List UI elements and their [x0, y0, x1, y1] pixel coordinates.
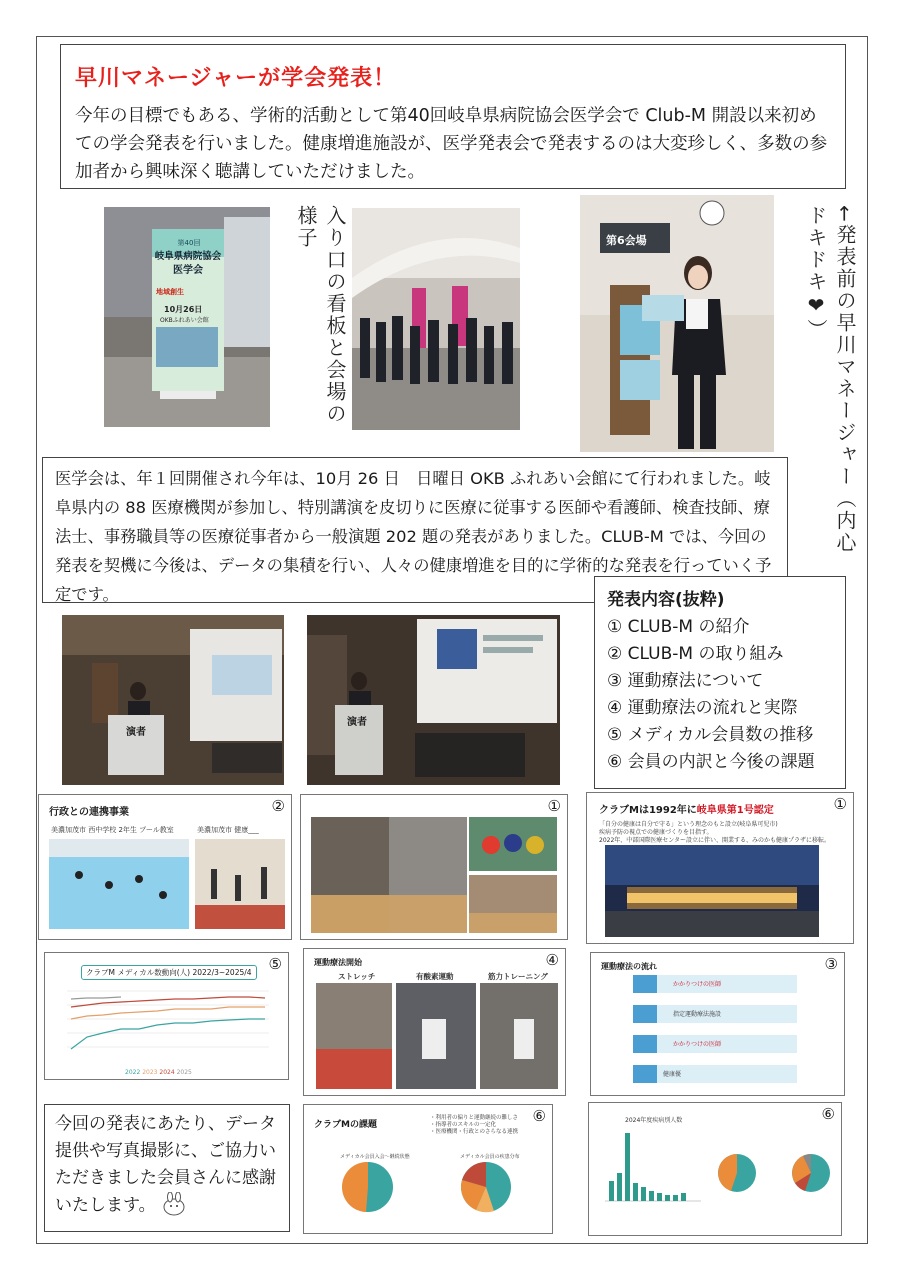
exercise-label: 筋力トレーニング: [488, 972, 548, 981]
slide-membership-growth: [44, 952, 289, 1080]
cert-body1: 「自分の健康は自分で守る」という理念のもと設立(岐阜県可児市): [599, 821, 778, 828]
outline-item: ⑥ 会員の内訳と今後の課題: [607, 752, 815, 772]
slide-issues: [303, 1104, 553, 1234]
thanks-box: [44, 1104, 290, 1232]
venue-scene: [352, 208, 520, 430]
cert-title-a: クラブMは1992年に: [599, 805, 697, 816]
cert-body3: 2022年、中部国際医療センター設立に伴い、開業する、みのかも健康プラザに移転。: [599, 837, 831, 844]
sign-date: 10月26日: [164, 305, 203, 314]
outline-item: ④ 運動療法の流れと実際: [607, 698, 798, 718]
sign-venue: OKBふれあい会館: [160, 317, 209, 324]
pie-age: [792, 1154, 830, 1192]
outline-item: ① CLUB-M の紹介: [607, 617, 750, 637]
caption-manager: ←発表前の早川マネージャー（内心ドキドキ❤）: [804, 205, 857, 554]
issue-bullet: ・指導者のスキルの一定化: [430, 1122, 496, 1128]
flow-diagram: [591, 953, 845, 1096]
growth-line-2023: [71, 1007, 265, 1019]
sign-theme: 地域創生: [156, 288, 184, 296]
slide-certification: [586, 792, 854, 944]
exercise-photos: [304, 949, 566, 1096]
growth-line-2022: [71, 1019, 265, 1049]
page-title: 早川マネージャーが学会発表！: [75, 66, 397, 91]
summary-text: 医学会は、年１回開催され今年は、10月 26 日 日曜日 OKB ふれあい会館にて行われました。岐阜県内の 88 医療機関が参加し、特別講演を皮切りに医療に従事する医師や看護師、検査技師、療法士、事務職員等の医療従事者から一般演題 202 題の発表がありました。CLUB-M では、今回の発表を契機に今後は、データの集積を行い、人々の健康増進を目的に学術的な発表を行っていく予定です。: [55, 469, 772, 604]
slide-number: ⑥: [532, 1107, 546, 1125]
slide-number: ⑥: [821, 1105, 835, 1123]
outline-item: ③ 運動療法について: [607, 671, 764, 691]
issue-bullet: ・医療機関・行政とのさらなる連携: [430, 1129, 519, 1135]
slide-number: ④: [545, 951, 559, 969]
flow-step: かかりつけの医師: [673, 1041, 722, 1048]
flow-step: 指定運動療法施設: [673, 1011, 722, 1018]
growth-legend: [125, 1069, 192, 1076]
outline-list: [607, 614, 833, 776]
slide-admin-partnership: [38, 794, 292, 940]
legend-2023: 2023: [142, 1069, 158, 1076]
issue-bullet: ・利用者の偏りと運動継続の難しさ: [430, 1115, 519, 1121]
pie1-label: メディカル会員入会～継続状態: [340, 1154, 410, 1160]
growth-chart: [45, 953, 289, 1080]
outline-title: 発表内容(抜粋): [607, 590, 725, 610]
sign-line2: 岐阜県病院協会: [154, 251, 222, 262]
header-box: [60, 44, 846, 189]
pie2-label: メディカル会員の疾患分布: [460, 1154, 520, 1160]
bunny-icon: [161, 1192, 187, 1220]
stats-charts: [589, 1103, 842, 1236]
sign-line1: 第40回: [177, 239, 201, 247]
slide-facility-photos: [300, 794, 568, 940]
cert-body2: 疾病予防の視点での健康づくりを目指す。: [599, 829, 713, 836]
presentation-scene-1: [62, 615, 284, 785]
podium-label-1: 演者: [126, 727, 146, 738]
exercise-label: 有酸素運動: [416, 972, 454, 981]
podium-label-2: 演者: [347, 717, 367, 728]
photo-manager: [580, 195, 774, 452]
room-sign: 第6会場: [606, 234, 647, 247]
cert-title-b: 岐阜県第1号認定: [696, 805, 774, 816]
flow-step: かかりつけの医師: [673, 981, 722, 988]
presentation-scene-2: [307, 615, 560, 785]
outline-box: [594, 576, 846, 789]
outline-item: ⑤ メディカル会員数の推移: [607, 725, 814, 745]
stats-title: 2024年度疾病別人数: [625, 1117, 683, 1124]
slide-number: ③: [824, 955, 838, 973]
slide-exercise-therapy: [303, 948, 566, 1096]
thanks-text: 今回の発表にあたり、データ提供や写真撮影に、ご協力いただきました会員さんに感謝いたします。: [55, 1114, 276, 1216]
slide-sub2: 美濃加茂市 健康___: [197, 826, 259, 834]
slide-therapy-flow: [590, 952, 845, 1096]
intro-text: 今年の目標でもある、学術的活動として第40回岐阜県病院協会医学会で Club-M 開設以来初めての学会発表を行いました。健康増進施設が、医学発表会で発表するのは大変珍しく、多数の参加者から興味深く聴講していただけました。: [75, 106, 828, 182]
slide-title: 運動療法の流れ: [601, 962, 657, 971]
sign-line3: 医学会: [173, 265, 203, 276]
legend-2025: 2025: [176, 1069, 192, 1076]
facility-photos: [301, 795, 568, 940]
pie-membership-status: [342, 1162, 393, 1212]
photo-venue: [352, 208, 520, 430]
slide-number: ②: [271, 797, 285, 815]
photo-presentation-2: [307, 615, 560, 785]
flow-step: 健康優: [663, 1071, 682, 1078]
outline-item: ② CLUB-M の取り組み: [607, 644, 784, 664]
building-photo: [587, 793, 854, 944]
photo-entrance-sign: [104, 207, 270, 427]
photo-presentation-1: [62, 615, 284, 785]
pie-disease-distribution: [461, 1162, 511, 1212]
admin-photos: [39, 795, 292, 940]
slide-number: ①: [547, 797, 561, 815]
growth-title: クラブM メディカル数動向(人) 2022/3~2025/4: [81, 965, 257, 980]
slide-number: ①: [833, 795, 847, 813]
growth-line-2025: [71, 997, 121, 999]
issues-pies: [304, 1105, 553, 1234]
exercise-label: ストレッチ: [338, 972, 376, 981]
slide-sub1: 美濃加茂市 西中学校 2年生 プール教室: [51, 826, 174, 834]
legend-2022: 2022: [125, 1069, 141, 1076]
slide-title: 行政との連携事業: [49, 807, 129, 818]
caption-entrance: 入り口の看板と会場の様子: [294, 205, 347, 425]
legend-2024: 2024: [159, 1069, 175, 1076]
slide-disease-stats: [588, 1102, 842, 1236]
slide-title: クラブMの課題: [314, 1120, 377, 1130]
slide-number: ⑤: [268, 955, 282, 973]
pie-gender: [718, 1154, 756, 1192]
slide-title: 運動療法開始: [314, 958, 362, 967]
